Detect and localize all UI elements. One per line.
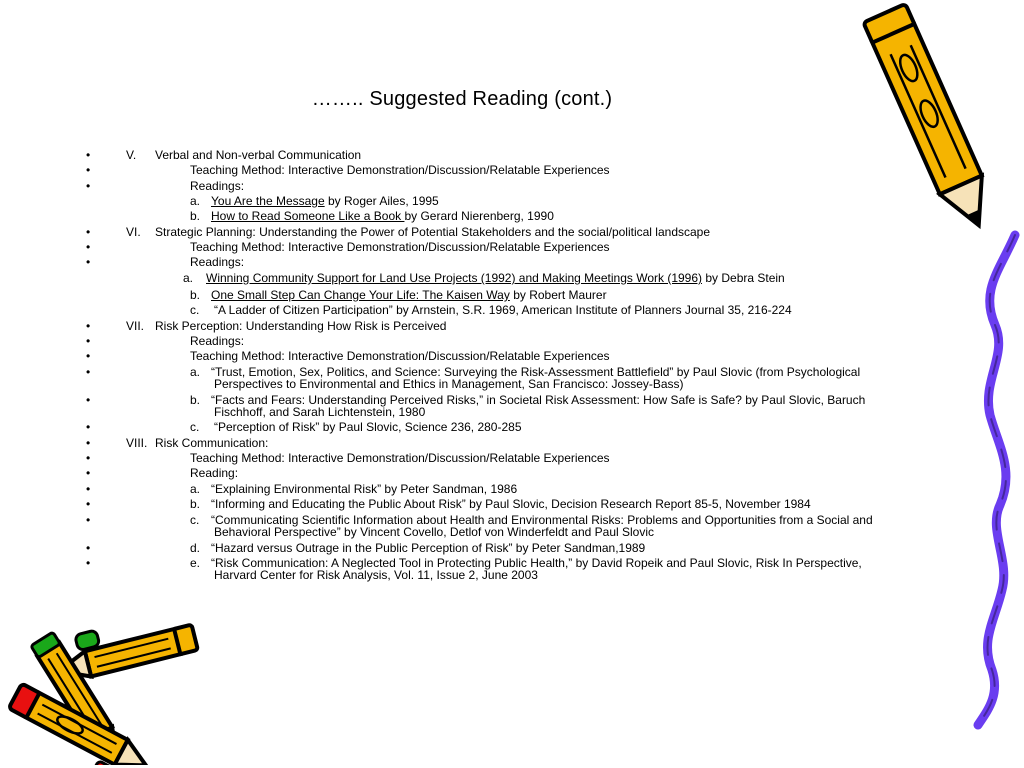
reading-entry: You Are the Message by Roger Ailes, 1995 (211, 194, 439, 208)
bullet: • (86, 365, 91, 379)
section-heading: Risk Perception: Understanding How Risk is Perceived (155, 319, 447, 333)
reading-entry: “Informing and Educating the Public About Risk” by Paul Slovic, Decision Research Report 85-5, November 1984 (211, 497, 811, 511)
item-label: e. (190, 556, 201, 570)
bullet: • (86, 541, 91, 555)
bullet: • (86, 163, 91, 177)
item-label: c. (190, 303, 200, 317)
book-title-link[interactable]: One Small Step Can Change Your Life: The Kaisen Way (211, 288, 510, 302)
item-label: c. (190, 513, 200, 527)
book-title-link[interactable]: How to Read Someone Like a Book (211, 209, 405, 223)
reading-entry: “Perception of Risk” by Paul Slovic, Science 236, 280-285 (214, 420, 522, 434)
bullet: • (86, 482, 91, 496)
bullet: • (86, 436, 91, 450)
reading-entry: “Communicating Scientific Information about Health and Environmental Risks: Problems and Opportunities from a Social and (211, 513, 873, 527)
slide-title: …….. Suggested Reading (cont.) (311, 88, 613, 110)
bullet: • (86, 148, 91, 162)
item-label: a. (190, 365, 201, 379)
bullet: • (86, 225, 91, 239)
readings-label: Reading: (190, 466, 239, 480)
reading-entry-continued: Behavioral Perspective” by Vincent Covello, Detlof von Winderfeldt and Paul Slovic (214, 525, 655, 539)
section-number: VII. (126, 319, 145, 333)
reading-entry: “Facts and Fears: Understanding Perceived Risks,” in Societal Risk Assessment: How Safe is Safe? by Paul Slovic, Baruch (211, 393, 866, 407)
section-number: VIII. (126, 436, 148, 450)
reading-entry: How to Read Someone Like a Book by Gerard Nierenberg, 1990 (211, 209, 554, 223)
pencil-icon (0, 615, 210, 765)
bullet: • (86, 451, 91, 465)
reading-entry: “Risk Communication: A Neglected Tool in Protecting Public Health,” by David Ropeik and Paul Slovic, Risk In Perspective, (211, 556, 862, 570)
bullet: • (86, 513, 91, 527)
item-label: b. (190, 497, 201, 511)
bullet: • (86, 240, 91, 254)
item-label: a. (190, 482, 201, 496)
reading-entry: “A Ladder of Citizen Participation” by Arnstein, S.R. 1969, American Institute of Planners Journal 35, 216-224 (214, 303, 792, 317)
item-label: d. (190, 541, 201, 555)
bullet: • (86, 420, 91, 434)
bullet: • (86, 349, 91, 363)
readings-label: Readings: (190, 334, 245, 348)
reading-entry: “Trust, Emotion, Sex, Politics, and Science: Surveying the Risk-Assessment Battlefield” by Paul Slovic (from Psychological (211, 365, 861, 379)
section-number: VI. (126, 225, 141, 239)
item-label: b. (190, 288, 201, 302)
item-label: a. (183, 271, 194, 285)
bullet: • (86, 393, 91, 407)
teaching-method: Teaching Method: Interactive Demonstration/Discussion/Relatable Experiences (190, 240, 610, 254)
reading-entry: Winning Community Support for Land Use Projects (1992) and Making Meetings Work (1996) by Debra Stein (206, 271, 785, 285)
pencil-icon (860, 2, 1010, 242)
section-heading: Strategic Planning: Understanding the Power of Potential Stakeholders and the social/political landscape (155, 225, 711, 239)
item-label: b. (190, 393, 201, 407)
bullet: • (86, 497, 91, 511)
teaching-method: Teaching Method: Interactive Demonstration/Discussion/Relatable Experiences (190, 451, 610, 465)
squiggle-line (960, 230, 1024, 730)
readings-label: Readings: (190, 179, 245, 193)
item-label: b. (190, 209, 201, 223)
reading-entry: “Hazard versus Outrage in the Public Perception of Risk” by Peter Sandman,1989 (211, 541, 646, 555)
bullet: • (86, 466, 91, 480)
book-title-link[interactable]: You Are the Message (211, 194, 325, 208)
item-label: c. (190, 420, 200, 434)
reading-entry-continued: Perspectives to Environmental and Ethics in Management, San Francisco: Jossey-Bass) (214, 377, 684, 391)
teaching-method: Teaching Method: Interactive Demonstration/Discussion/Relatable Experiences (190, 349, 610, 363)
bullet: • (86, 319, 91, 333)
reading-entry-continued: Fischhoff, and Sarah Lichtenstein, 1980 (214, 405, 426, 419)
bullet: • (86, 255, 91, 269)
bullet: • (86, 556, 91, 570)
readings-label: Readings: (190, 255, 245, 269)
section-heading: Risk Communication: (155, 436, 269, 450)
book-title-link[interactable]: Winning Community Support for Land Use Projects (1992) and Making Meetings Work (1996) (206, 271, 703, 285)
bullet: • (86, 179, 91, 193)
teaching-method: Teaching Method: Interactive Demonstration/Discussion/Relatable Experiences (190, 163, 610, 177)
section-heading: Verbal and Non-verbal Communication (155, 148, 362, 162)
section-number: V. (126, 148, 137, 162)
reading-entry: One Small Step Can Change Your Life: The Kaisen Way by Robert Maurer (211, 288, 607, 302)
item-label: a. (190, 194, 201, 208)
reading-entry: “Explaining Environmental Risk” by Peter Sandman, 1986 (211, 482, 518, 496)
bullet: • (86, 334, 91, 348)
reading-entry-continued: Harvard Center for Risk Analysis, Vol. 11, Issue 2, June 2003 (214, 568, 538, 582)
